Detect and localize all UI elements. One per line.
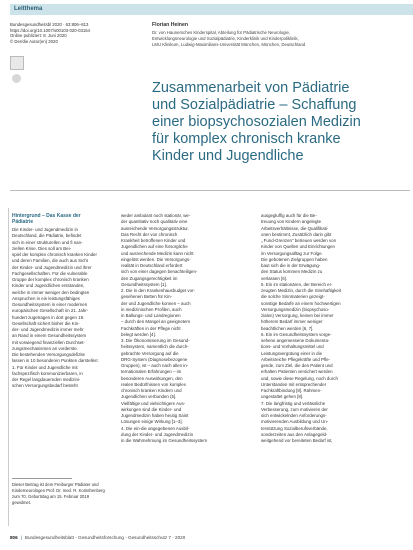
text-line: an Rand in einem Gesundheitssystem <box>12 333 87 339</box>
text-line: treuung von Kindern angelegte <box>261 219 322 225</box>
text-line: wirkungen sind die Kinder- und <box>121 406 182 412</box>
text-line: Die gebotenen Zielgruppen haben <box>261 256 328 262</box>
text-line: heitssystem, namentlich die durch- <box>121 344 189 350</box>
text-line: chronisch kranken Kindern und <box>121 388 182 393</box>
meta-line[interactable]: https://doi.org/10.1007/s00103-020-03154 <box>10 27 91 33</box>
text-line: ausgegluffig auch für die Be- <box>261 213 317 218</box>
text-line: fachspezifisch kommunizierbaren, in <box>12 370 83 376</box>
text-line: Die Kinder- und Jugendmedizin in <box>12 227 78 232</box>
body-column-2 <box>121 213 256 444</box>
text-line: 4. Die ein-die angegebenen Ausbil- <box>121 425 190 431</box>
text-line: im Versorgungsalltag zur Folge. <box>261 250 323 256</box>
note-divider <box>12 478 72 479</box>
text-line: Kinder von Quellen und Einrichtungen <box>261 244 335 250</box>
text-line: höherem Bedarf immer weniger <box>261 319 323 325</box>
text-line: onen bestimmt, Zusätzlich darin gibt <box>261 231 332 237</box>
text-line: Kinder und Jugendlichen entstanden, <box>12 283 85 289</box>
text-line: Gesellschaft sichert bisher die Kin- <box>12 320 80 326</box>
text-line: spiel der komplex chronisch kranken Kinder <box>12 252 97 257</box>
article-meta <box>10 22 145 44</box>
page-footer <box>10 535 185 540</box>
text-line: die solche Sinnmaterien gezeigt- <box>261 294 325 300</box>
text-line: realität in Deutschland erfordert <box>121 263 183 268</box>
text-line: beachtlichen werden [6, 7]. <box>261 325 314 331</box>
text-line: Lösungen einige Wirkung [1–3]. <box>121 419 183 425</box>
text-line: Gruppen), ist – auch nach allen in- <box>121 363 189 368</box>
text-line: und deren Familien, die auch aus Sicht <box>12 258 88 264</box>
text-line: – durch den Mangel an geeignetem <box>121 319 191 325</box>
text-line: tions- und Vorhaltungsmittel und <box>261 344 324 350</box>
text-line: in Ballungs- und Landregionen <box>121 313 181 318</box>
text-line: ziellen Krise. Dies soll am Bei- <box>12 245 72 251</box>
text-line: Das Recht der von chronisch <box>121 231 178 237</box>
text-line: Fachkräften in der Pflege nicht <box>121 325 181 331</box>
text-line: europäischen Gesellschaft im 21. Jahr- <box>12 308 89 314</box>
text-line: sich in einer strukturellen und fi nan- <box>12 239 83 245</box>
text-line: sehene angemessene Dokumenta- <box>261 338 330 343</box>
text-line: weder ambulant noch stationär, we- <box>121 213 191 218</box>
text-line: verlassen [6]. <box>261 275 288 281</box>
text-line: Gesundheitssystem [1]. <box>121 281 167 287</box>
text-line: Arbeitsverhältnisse, die Qualifikati- <box>261 225 329 231</box>
text-line: Unterstanden mit entsprechender <box>261 381 327 387</box>
text-line: zum 70. Geburtstag am 15. Februar 2019 <box>12 494 90 499</box>
text-line: hundert zugetragen in dort gegen 19. <box>12 314 85 320</box>
text-line: der Kinder- und Jugendmedizin und ihrer <box>12 264 92 270</box>
body-column-3 <box>261 213 408 444</box>
text-line: 2. Die in den Krankenhausbudget vor- <box>121 288 195 293</box>
text-line: sich entwickelnden Anforderungs- <box>261 413 327 418</box>
text-line: eingelöst werden. Die Versorgungs- <box>121 256 191 262</box>
text-line: realen Bedürfnissen von komplex <box>121 381 186 387</box>
text-line: der quantitativ noch qualitativ eine <box>121 219 188 225</box>
text-line: Fachkraftbindung [8]. Rahmen- <box>261 388 322 393</box>
text-line: sonderzeiten aus den Anlagegeld- <box>261 431 328 437</box>
text-line: Versorgungsmedizin (biopsychoso- <box>261 306 330 312</box>
text-line: besonderen Auswirkungen, den <box>121 375 183 381</box>
text-line: und, sowie diese Regelung, noch durch <box>261 375 338 381</box>
affiliation-line: Dr. von Haunersches Kinderspital, Abteilung für Pädiatrische Neurologie, <box>152 30 291 35</box>
check-updates-icon[interactable] <box>12 74 21 83</box>
author-name: Florian Heinen <box>152 22 189 28</box>
text-line: erhalten Patienten versichert werden <box>261 369 333 375</box>
text-line: der Regel langdauernden medizini- <box>12 377 81 382</box>
section-tag: Leitthema <box>10 4 413 15</box>
text-line: ternationalen Erfahrungen – im <box>121 369 182 375</box>
text-line: gende, zum Ziel, die den Patient und <box>261 363 333 368</box>
title-divider <box>10 190 410 191</box>
heading-line: Pädiatrie <box>12 219 34 226</box>
text-line: gesehenen Betten für Kin- <box>121 294 173 300</box>
text-line: Fachgesellschaften. Für die vulnerable <box>12 270 88 276</box>
text-line: Jugendlichen auf eine fürsorgliche <box>121 244 188 250</box>
text-line: den Status kommen Medizin zu <box>261 269 323 275</box>
text-line: Verbesserung, zum motivieren der <box>261 406 328 412</box>
text-line: 5. Ein im stationären, der Bereich er- <box>261 281 333 287</box>
text-line: Arbeitsreiche Pflegekräfte und Pfle- <box>261 356 331 362</box>
text-line: Kinderneurologen Prof. Dr. med. R. Korinthenberg <box>12 488 105 493</box>
text-line: gewidmet. <box>12 500 32 505</box>
text-line: und ausreichende Medizin kann nicht <box>121 250 194 256</box>
meta-line: © Der/die Autor(en) 2020 <box>10 38 58 44</box>
title-line: Zusammenarbeit von Pädiatrie <box>152 80 350 96</box>
text-line: den Zugangsgerechtigkeit im <box>121 275 178 281</box>
text-line: Krankheit betroffenen Kinder und <box>121 238 186 243</box>
affiliation-line: LMU Klinikum, Ludwig-Maximilians-Universität München, München, Deutschland <box>152 41 306 47</box>
footer-separator: | <box>20 535 22 540</box>
text-line: in medizinischen Profilen, auch <box>121 306 182 312</box>
text-line: lassen in 10 besonderen Punkten darstellen: <box>12 358 99 364</box>
text-line: Jugendlichen verbunden (5]. <box>121 394 177 400</box>
dedication-note <box>12 482 109 506</box>
text-line: Die bestehenden Versorgungsdefizite <box>12 352 85 357</box>
title-line: für komplex chronisch kranke <box>152 131 341 147</box>
text-line: der- und Jugendmedizin immer mehr <box>12 327 84 332</box>
text-line: motivierenden Ausbildung und Un- <box>261 419 329 425</box>
text-line: ungestaltet gehen [8]. <box>261 394 304 400</box>
open-access-icon[interactable] <box>10 56 24 70</box>
text-line: Vielfältige und vielsichtigere Aus- <box>121 400 186 406</box>
author-affiliation <box>152 30 407 47</box>
text-line: belegt werden [4]. <box>121 331 156 337</box>
text-line: Dieser Beitrag ist dem Freiburger Pädiater und <box>12 482 99 487</box>
meta-line: Bundesgesundheitsbl 2020 · 63:806–813 <box>10 22 89 27</box>
text-line: Jugendmedizin haben heutig Saint <box>121 413 189 418</box>
title-line: und Sozialpädiatrie – Schaffung <box>152 97 357 113</box>
text-line: sich von einer dagegen benachteiligen- <box>121 269 198 275</box>
text-line: schen Versorgungsbedarf besteht <box>12 383 78 389</box>
text-line: 7. Die langfristig und verlässliche <box>261 400 326 406</box>
text-line: baut sich die in der Erwägung- <box>261 263 321 268</box>
text-line: mit vorwiegend finanziellen Durchset- <box>12 339 85 345</box>
meta-line: Online publiziert: 8. Juni 2020 <box>10 33 67 39</box>
title-line: einer biopsychosozialen Medizin <box>152 114 361 130</box>
section-heading <box>12 213 92 226</box>
text-line: 6. Ein im Gesundheitssystem vorge- <box>261 331 332 337</box>
title-line: Kinder und Jugendliche <box>152 148 304 164</box>
text-line: ausreichende Versorgungsstruktur. <box>121 225 189 231</box>
text-line: weitgehend vor bereiteten Bedarf ist, <box>261 438 333 443</box>
journal-name: Bundesgesundheitsblatt - Gesundheitsforschung - Gesundheitsschutz 7 · 2020 <box>24 535 186 540</box>
text-line: terstützung Sozialberufsverbände, <box>261 425 328 431</box>
article-title <box>152 80 410 165</box>
text-line: dung der Kinder- und Jugendmedizin <box>121 431 194 437</box>
affiliation-line: Entwicklungsneurologie und Sozialpädiatrie, Kinderklinik und Kinderpoliklinik, <box>152 35 299 41</box>
body-column-1 <box>12 227 109 390</box>
text-line: zungsmechanismen an vorderste. <box>12 345 78 351</box>
text-line: der und Jugendliche konnen – auch <box>121 300 191 306</box>
text-line: gebrachte Versorgung auf die <box>121 350 179 356</box>
text-line: 1. Für Kinder und Jugendliche mit <box>12 364 78 370</box>
text-line: Leistungsvergütung einer in die <box>261 350 323 356</box>
text-line: welche in immer weniger den bedingten <box>12 289 90 295</box>
text-line: Gesundheitssystem in einer modernen <box>12 302 88 307</box>
column-rule <box>8 208 9 526</box>
text-line: zeugten Medizin, durch die Sinnhaftigkeit <box>261 288 342 293</box>
text-line: 3. Die Ökonomisierung im Gesund- <box>121 338 190 343</box>
text-line: zialen) Versorgung, keinen bei immer <box>261 313 334 318</box>
text-line: DRG-System (Diagnosebezogene <box>121 356 188 362</box>
text-line: sonstige Bedarfe an einem hochwertigen <box>261 300 341 306</box>
text-line: in die Wahrnehmung im Gesundheitssystem <box>121 438 207 443</box>
text-line: Gruppe der komplex chronisch kranken <box>12 277 89 282</box>
text-line: Anspruchen in ein leistungsfähiges <box>12 295 80 301</box>
text-line: „ Fund-Grenzen" betreuen werden von <box>261 238 337 243</box>
page-number: 806 <box>10 535 18 540</box>
heading-line: Hintergrund – Das Kasse der <box>12 213 81 219</box>
text-line: Deutschland, die Pädiatrie, befindet <box>12 233 82 239</box>
